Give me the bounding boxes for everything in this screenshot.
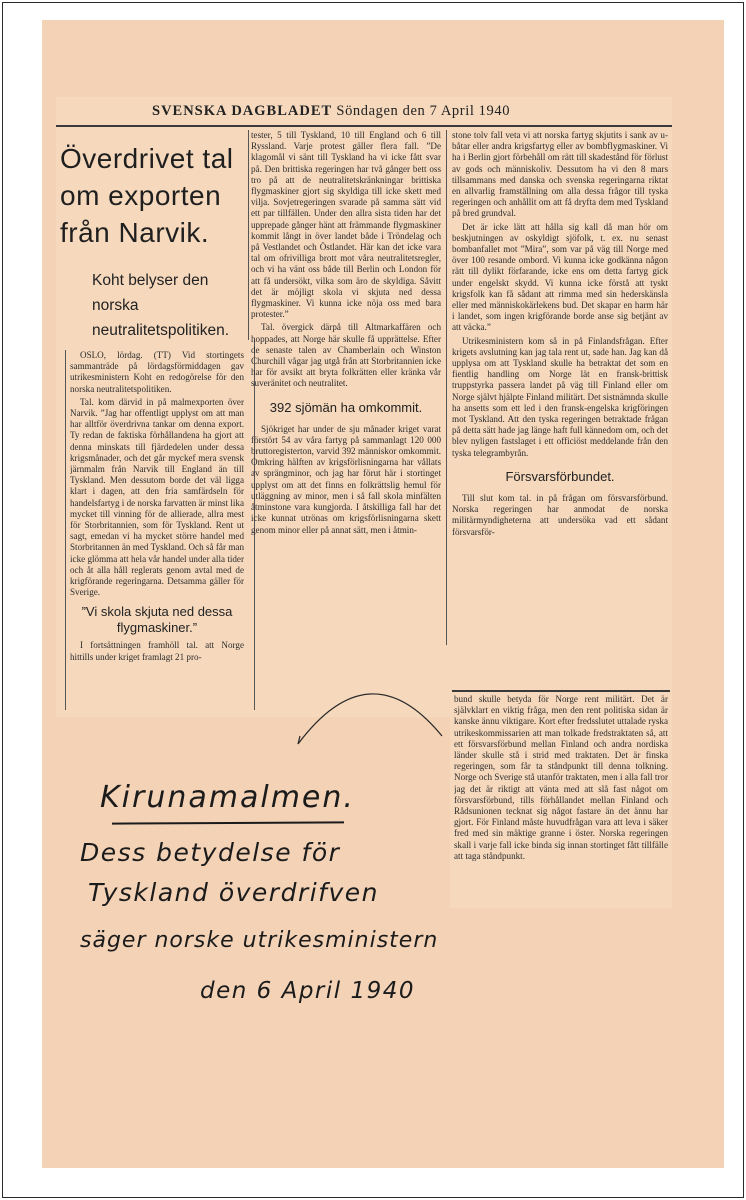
paragraph: stone tolv fall veta vi att norska fartyg skjutits i sank av u-båtar eller andra krigsfartyg eller av bombflygmaskiner. Vi ha i Berlin gjort förbehåll om rätt till skadestånd för förlust av gods och människoliv. Dessutom ha vi den 8 mars tillsammans med danska och svenska regeringarna riktat en allvarlig framställning om alla dessa frågor till tyska regeringen och anhållit om att få dryfta dem med Tyskland på bred grundval. [452, 130, 668, 219]
paragraph: Tal. övergick därpå till Altmarkaffären och hoppades, att Norge här skulle få upprättelse. Efter de senaste talen av Chamberlain och Winston Churchill vågar jag utgå från att Storbritannien icke har för avsikt att bryta folkrätten eller kränka vår suveränitet och neutralitet. [251, 322, 441, 389]
newspaper-name: SVENSKA DAGBLADET [152, 103, 333, 119]
continuation-rule [452, 690, 670, 692]
handwritten-note-title: Kirunamalmen. [100, 780, 355, 815]
article-column-4 [454, 694, 668, 904]
article-column-3 [452, 130, 668, 646]
paragraph: I fortsättningen framhöll tal. att Norge hittills under kriget framlagt 21 pro- [70, 640, 244, 662]
handwritten-note-date: den 6 April 1940 [200, 978, 415, 1004]
headline: Överdrivet tal om exporten från Narvik. [60, 143, 234, 248]
masthead [152, 103, 510, 120]
paragraph: Utrikesministern kom så in på Finlandsfrågan. Efter krigets avslutning kan jag tala rent ut, sade han. Jag kan då upplysa om att Tyskland skulle ha betraktat det som en fientlig handling om Norge lät en fransk-brittisk truppstyrka passera landet på väg till Finland eller om Norge självt hjälpte Finland militärt. Det sistnämnda skulle ha ansetts som ett led i den fransk-engelska krigföringen mot Tyskland. Att den tyska regeringen betraktade frågan på detta sätt hade jag länge haft full kännedom om, och det blev nyligen fastslaget i ett officiöst meddelande från den tyska telegrambyrån. [452, 335, 668, 458]
article-column-1 [70, 350, 244, 710]
paragraph: Sjökriget har under de sju månader kriget varat förstört 54 av våra fartyg på sammanlagt 120 000 bruttoregisterton, varvid 392 människor omkommit. Omkring hälften av krigsförlisningarna har vållats av sprängminor, och jag har förut här i stortinget upplyst om att det finns en folkrättslig hemul för utläggning av minor, men i så fall skola minfälten åtminstone vara kungjorda. I åtskilliga fall har det icke kunnat utrönas om krigsförlisningarna skett genom minor eller på annat sätt, men i åtmin- [251, 423, 441, 535]
paragraph: OSLO, lördag. (TT) Vid stortingets sammanträde på lördagsförmiddagen gav utrikesministern Koht en redogörelse för den norska neutralitetspolitiken. [70, 350, 244, 394]
article-column-2 [251, 130, 441, 646]
masthead-rule [56, 125, 672, 127]
handwritten-note-line: Tyskland överdrifven [88, 878, 379, 907]
paragraph: Det är icke lätt att hålla sig kall då man hör om beskjutningen av oskyldigt sjöfolk, t. ex. nu senast bombanfallet mot ”Mira”, som var på väg till Norge med över 100 resande ombord. Vi kunna icke godkänna någon rätt till dylikt förfarande, icke ens om detta fartyg gick under engelskt skydd. Vi kunna icke förstå att tyskt krigsfolk kan få sådant att rimma med sin hederskänsla eller med människokärlekens bud. Det skapar en harm här i landet, som ingen krigförande borde anse sig betjänt av att väcka.” [452, 221, 668, 333]
handwritten-note-line: säger norske utrikesministern [80, 928, 439, 953]
paragraph: Tal. kom därvid in på malmexporten över Narvik. ”Jag har offentligt upplyst om att man har alltför överdrivna tankar om denna export. Ty redan de faktiska förhållandena ha gjort att denna minskats till fjärdedelen under dessa krigsmånader, och det går myckef mera svensk järnmalm från Narvik till England än till Tyskland. Men dessutom borde det väl ligga klart i dagen, att den fria samfärdseln för handelsfartyg i de norska farvatten är minst lika mycket till vinning för de allierade, allra mest för Storbritannien, som för Tyskland. Rent ut sagt, emedan vi ha mycket större handel med Storbritannen än med Tyskland. Och så får man icke glömma att hela vår handel under alla tider och åt alla håll reglerats genom avtal med de krigförande regeringarna. Detsamma gäller för Sverige. [70, 396, 244, 598]
crosshead: Försvarsförbundet. [505, 468, 615, 484]
paragraph: Till slut kom tal. in på frågan om försvarsförbund. Norska regeringen har anmodat de norska militärmyndigheterna att undersöka vad ett sådant försvarsför- [452, 492, 668, 537]
column-rule [446, 130, 447, 645]
handwritten-note-line: Dess betydelse för [80, 838, 341, 867]
pencil-arc-mark [290, 666, 450, 746]
dateline: Söndagen den 7 April 1940 [336, 103, 511, 119]
crosshead: 392 sjömän ha omkommit. [269, 399, 423, 415]
column-rule [248, 130, 249, 340]
subheadline: Koht belyser den norska neutralitetspolitiken. [92, 272, 229, 339]
paragraph: tester, 5 till Tyskland, 10 till England och 6 till Ryssland. Varje protest gäller flera fall. ”De klagomål vi sänt till Tyskland ha vi icke fått svar på. Den brittiska regeringen har två gånger bett oss tro på att de neutralitetskränkningar brittiska flygmaskiner gjort sig skyldiga till icke skett med vilja. Sovjetregeringen svarade på samma sätt vid ett par tillfällen. Under den allra sista tiden har det upprepade gånger hänt att främmande flygmaskiner kommit långt in över landet både i Tröndelag och på Vestlandet och Östlandet. Här kan det icke vara tal om ofrivilliga brott mot våra neutralitetsregler, och vi ha vänt oss både till Berlin och London för att få undersökt, vilka som äro de skyldiga. Såvitt det är möjligt skola vi skjuta ned dessa flygmaskiner. Vi kunna icke nöja oss med bara protester.” [251, 130, 441, 320]
column-rule [65, 350, 66, 710]
paragraph: bund skulle betyda för Norge rent militärt. Det är självklart en viktig fråga, men den rent politiska sidan är kanske ännu viktigare. Kort efter fredsslutet uttalade ryska utrikeskommissarien att man tolkade fredstraktaten så, att ett försvarsförbund mellan Finland och andra nordiska länder skulle stå i strid med traktaten. Det är finska regeringen, som får ta ståndpunkt till denna tolkning. Norge och Sverige stå utanför traktaten, men i alla fall tror jag det är riktigt att vänta med att slå fast något om försvarsförbund, tills förhållandet mellan Finland och Rådsunionen tecknat sig något fastare än det ännu har gjort. För Finland måste huvudfrågan vara att leva i säker fred med sin mäktige granne i öster. Norska regeringen skall i varje fall icke binda sig innan stortinget fått tillfälle att taga ståndpunkt. [454, 694, 668, 861]
crosshead: ”Vi skola skjuta ned dessa flygmaskiner.” [81, 604, 233, 636]
